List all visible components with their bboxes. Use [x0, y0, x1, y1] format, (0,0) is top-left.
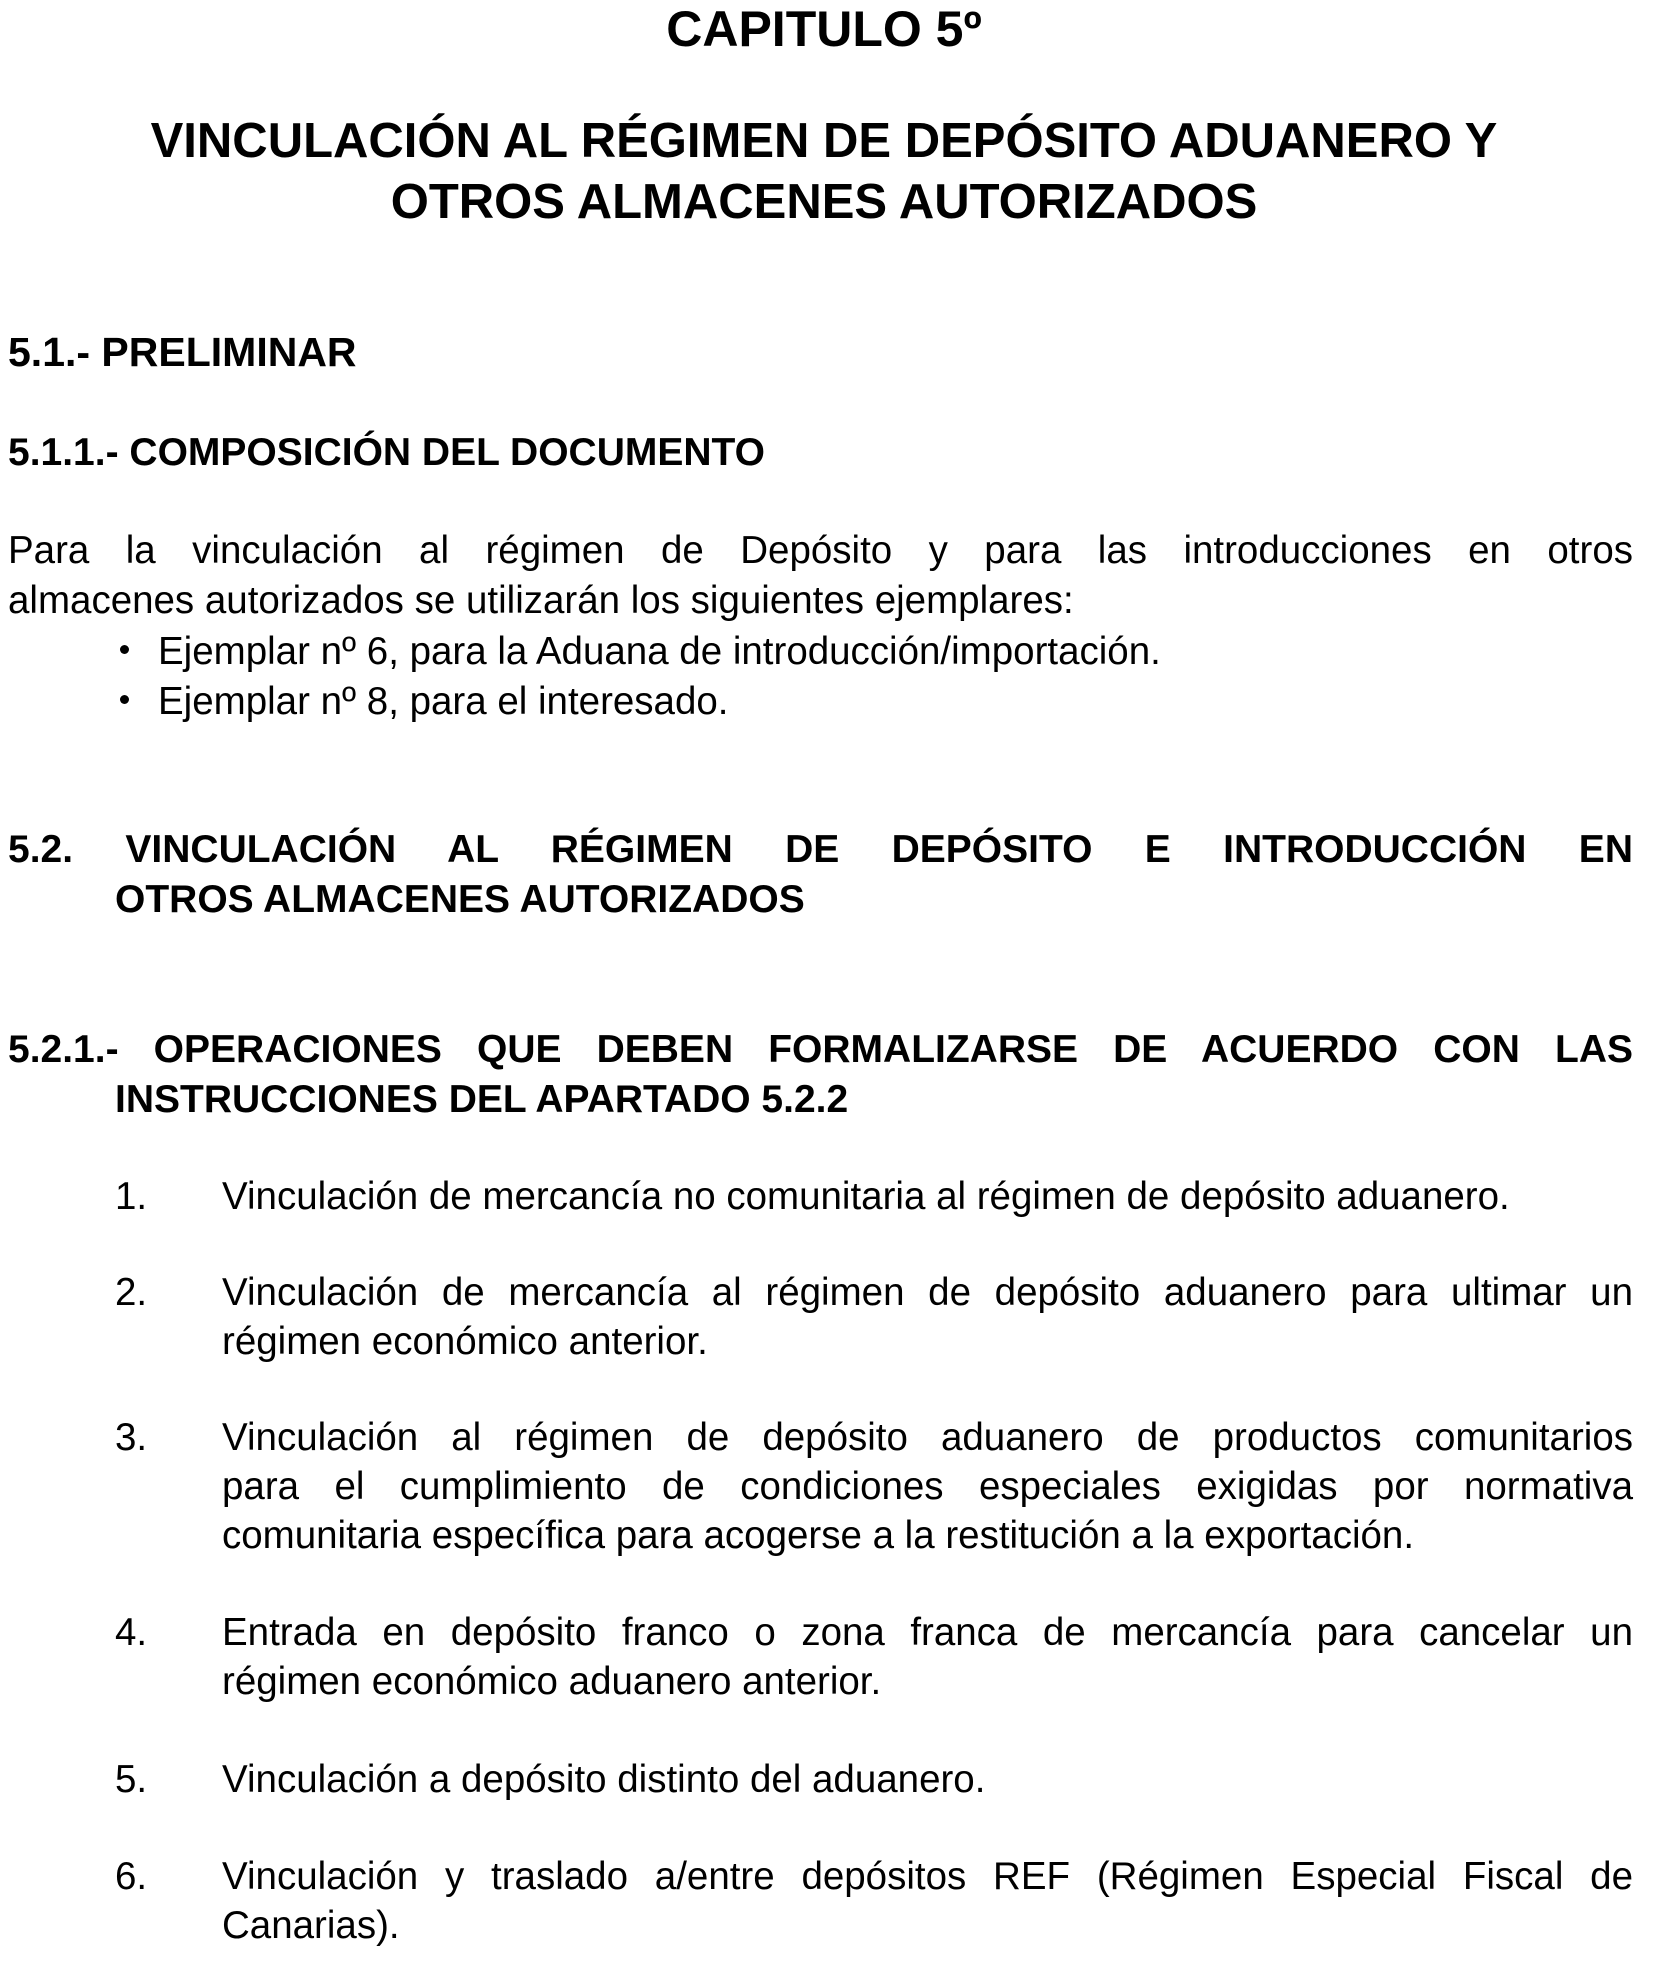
- section-5-2-1-heading-line-2: INSTRUCCIONES DEL APARTADO 5.2.2: [115, 1078, 849, 1121]
- list-item-line: Vinculación a depósito distinto del aduanero.: [222, 1758, 986, 1801]
- intro-paragraph: [8, 526, 1633, 626]
- bullet-item: [120, 627, 1620, 677]
- section-5-2-heading: [8, 825, 1633, 925]
- section-5-2-1-heading: [8, 1025, 1633, 1125]
- list-item: [8, 1172, 1633, 1221]
- list-item-number: 6.: [115, 1855, 148, 1898]
- list-item-text: [222, 1852, 1633, 1950]
- bullet-text: Ejemplar nº 8, para el interesado.: [158, 680, 729, 723]
- intro-line-1: Para la vinculación al régimen de Depósito y para las introducciones en otros: [8, 529, 1633, 572]
- list-item-text: [222, 1268, 1633, 1366]
- list-item-number: 5.: [115, 1758, 148, 1801]
- list-item-line: comunitaria específica para acogerse a la restitución a la exportación.: [222, 1514, 1415, 1557]
- section-5-1-heading: 5.1.- PRELIMINAR: [8, 329, 357, 375]
- main-title-line-1: VINCULACIÓN AL RÉGIMEN DE DEPÓSITO ADUANERO Y: [150, 114, 1498, 168]
- list-item-line: Canarias).: [222, 1904, 400, 1947]
- list-item-line: Entrada en depósito franco o zona franca de mercancía para cancelar un: [222, 1611, 1633, 1654]
- intro-line-2: almacenes autorizados se utilizarán los siguientes ejemplares:: [8, 579, 1074, 622]
- list-item-number: 4.: [115, 1611, 148, 1654]
- list-item-number: 2.: [115, 1271, 148, 1314]
- list-item: [8, 1608, 1633, 1706]
- list-item-line: para el cumplimiento de condiciones especiales exigidas por normativa: [222, 1465, 1633, 1508]
- section-5-1-1-heading: 5.1.1.- COMPOSICIÓN DEL DOCUMENTO: [8, 431, 765, 474]
- list-item-line: régimen económico anterior.: [222, 1320, 708, 1363]
- list-item: [8, 1755, 1633, 1804]
- list-item-text: [222, 1755, 1633, 1804]
- section-5-2-1-heading-line-1: 5.2.1.- OPERACIONES QUE DEBEN FORMALIZARSE DE ACUERDO CON LAS: [8, 1028, 1633, 1071]
- list-item-line: Vinculación al régimen de depósito aduanero de productos comunitarios: [222, 1416, 1633, 1459]
- list-item-line: Vinculación de mercancía no comunitaria al régimen de depósito aduanero.: [222, 1175, 1510, 1218]
- list-item-line: régimen económico aduanero anterior.: [222, 1660, 882, 1703]
- section-5-2-heading-line-1: 5.2. VINCULACIÓN AL RÉGIMEN DE DEPÓSITO E INTRODUCCIÓN EN: [8, 828, 1633, 871]
- list-item-text: [222, 1608, 1633, 1706]
- chapter-title: CAPITULO 5º: [666, 1, 982, 57]
- list-item: [8, 1852, 1633, 1950]
- bullet-icon: [120, 695, 129, 704]
- list-item-text: [222, 1413, 1633, 1560]
- list-item-line: Vinculación y traslado a/entre depósitos REF (Régimen Especial Fiscal de: [222, 1855, 1633, 1898]
- bullet-text: Ejemplar nº 6, para la Aduana de introducción/importación.: [158, 630, 1161, 673]
- section-5-2-heading-line-2: OTROS ALMACENES AUTORIZADOS: [115, 878, 805, 921]
- list-item-number: 1.: [115, 1175, 148, 1218]
- list-item: [8, 1268, 1633, 1366]
- list-item-text: [222, 1172, 1633, 1221]
- list-item: [8, 1413, 1633, 1560]
- bullet-item: [120, 677, 1620, 727]
- list-item-line: Vinculación de mercancía al régimen de depósito aduanero para ultimar un: [222, 1271, 1633, 1314]
- list-item-number: 3.: [115, 1416, 148, 1459]
- bullet-icon: [120, 645, 129, 654]
- main-title-line-2: OTROS ALMACENES AUTORIZADOS: [390, 175, 1258, 229]
